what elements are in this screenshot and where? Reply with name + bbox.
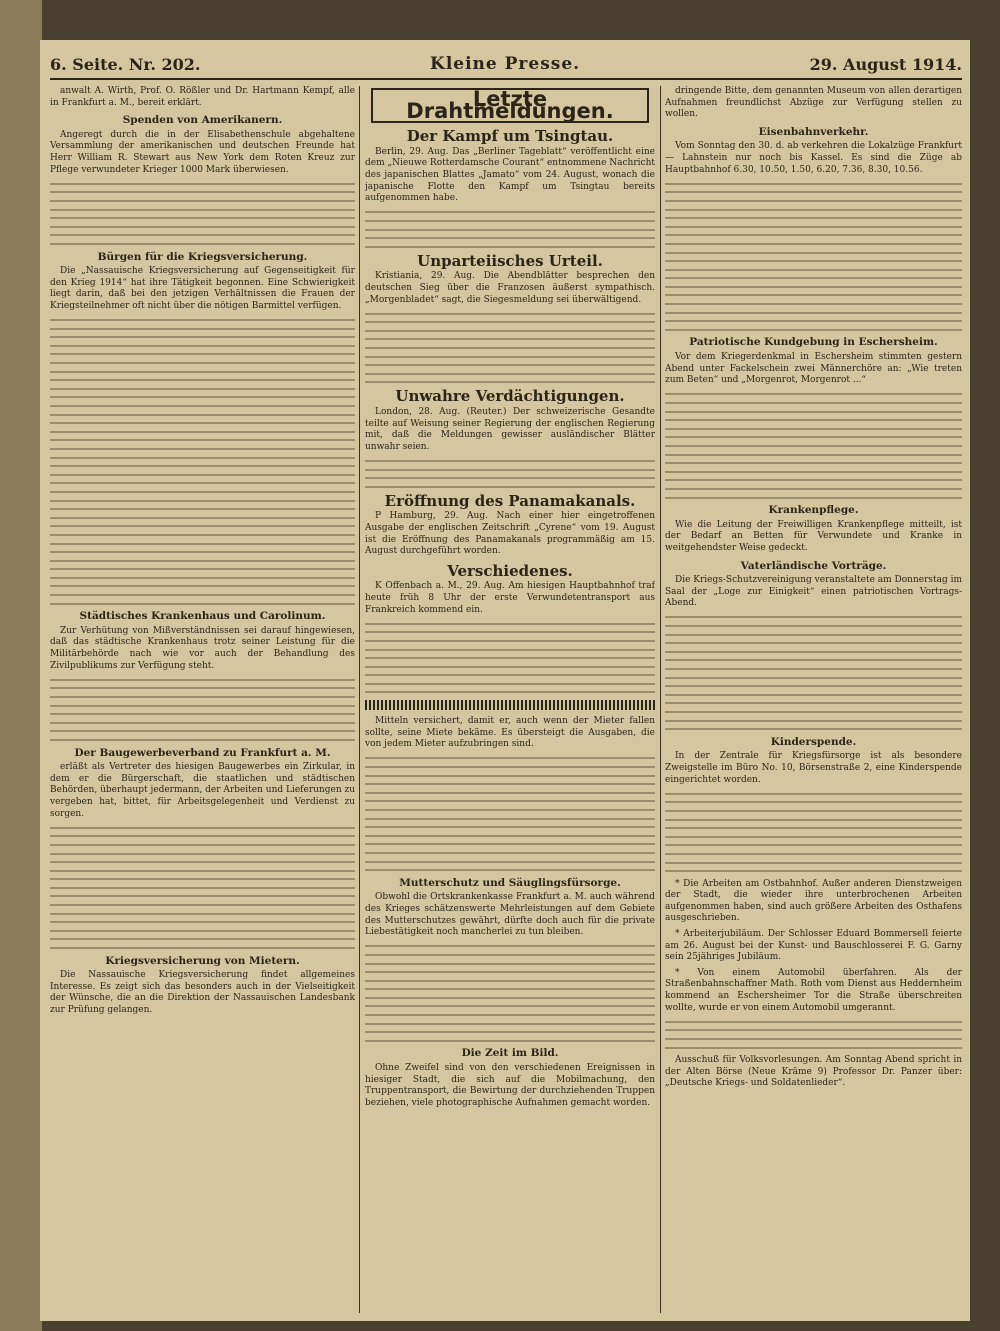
article-text: Mitteln versichert, damit er, auch wenn der Mieter fallen sollte, seine Miete bekäme. Es übersteigt die Ausgaben, die von jedem Mieter aufzubringen sind. <box>365 716 655 750</box>
article-text: Die Nassauische Kriegsversicherung findet allgemeines Interesse. Es zeigt sich das besonders auch in der Vielseitigkeit der Wünsche, die an die Direktion der Nassauischen Landesbank zur Prüfung gelangen. <box>50 970 355 1015</box>
page-number: 6. Seite. Nr. 202. <box>50 54 201 74</box>
text-lines <box>50 319 355 605</box>
article-text: Die Kriegs-Schutzvereinigung veranstaltete am Donnerstag im Saal der „Loge zur Einigkeit“ einen patriotischen Vortrags-Abend. <box>665 575 962 609</box>
text-lines <box>665 793 962 872</box>
article-heading: Verschiedenes. <box>447 561 573 580</box>
text-lines <box>665 1021 962 1049</box>
article-heading: Mutterschutz und Säuglingsfürsorge. <box>399 876 621 889</box>
column-rule <box>359 86 360 1313</box>
article-text: Ohne Zweifel sind von den verschiedenen Ereignissen in hiesiger Stadt, die sich auf die Mobilmachung, den Truppentransport, die Bewirtung der durchziehenden Truppen beziehen, viele photographische Aufnahmen gemacht worden. <box>365 1063 655 1108</box>
newspaper-page <box>40 40 970 1321</box>
text-lines <box>365 460 655 488</box>
article-heading: Patriotische Kundgebung in Eschersheim. <box>689 336 938 349</box>
text-lines <box>365 945 655 1042</box>
text-lines <box>665 393 962 498</box>
article-text: Wie die Leitung der Freiwilligen Krankenpflege mitteilt, ist der Bedarf an Betten für Verwundete und Kranke in weitgehendster Weise gedeckt. <box>665 519 962 553</box>
text-lines <box>365 211 655 247</box>
running-header <box>50 50 962 80</box>
article-text: * Die Arbeiten am Ostbahnhof. Außer anderen Dienstzweigen der Stadt, die wieder ihre unterbrochenen Arbeiten aufgenommen haben, sind auch größere Arbeiten des Osthafens ausgeschrieben. <box>665 878 962 924</box>
column-middle <box>365 86 655 1313</box>
text-lines <box>365 757 655 871</box>
text-lines <box>50 827 355 949</box>
article-text: Vom Sonntag den 30. d. ab verkehren die Lokalzüge Frankfurt — Lahnstein nur noch bis Kassel. Es sind die Züge ab Hauptbahnhof 6.30, 10.50, 1.50, 6.20, 7.36, 8.30, 10.56. <box>665 141 962 175</box>
article-text: Vor dem Kriegerdenkmal in Eschersheim stimmten gestern Abend unter Fackelschein zwei Männerchöre an: „Wie treten zum Beten“ und „Morgenrot, Morgenrot ...“ <box>665 352 962 386</box>
article-text: K Offenbach a. M., 29. Aug. Am hiesigen Hauptbahnhof traf heute früh 8 Uhr der erste Verwundetentransport aus Frankreich kommend ein. <box>365 581 655 615</box>
article-text: Angeregt durch die in der Elisabethenschule abgehaltene Versammlung der amerikanischen und deutschen Freunde hat Herr William R. Stewart aus New York dem Roten Kreuz zur Pflege verwundeter Krieger 1000 Mark überwiesen. <box>50 129 355 175</box>
binding-shadow <box>0 0 42 1331</box>
text-lines <box>365 623 655 694</box>
article-text: Kristiania, 29. Aug. Die Abendblätter besprechen den deutschen Sieg über die Franzosen äußerst sympathisch. „Morgenbladet“ sagt, die Siegesmeldung sei überwältigend. <box>365 271 655 305</box>
column-right <box>665 86 962 1313</box>
article-heading: Der Kampf um Tsingtau. <box>406 127 614 146</box>
article-text: * Von einem Automobil überfahren. Als der Straßenbahnschaffner Math. Roth vom Dienst aus Heddernheim kommend an Eschersheimer Tor die Straße überschreiten wollte, wurde er von einem Automobil umgerannt. <box>665 967 962 1013</box>
text-lines <box>50 183 355 245</box>
article-text: anwalt A. Wirth, Prof. O. Rößler und Dr. Hartmann Kempf, alle in Frankfurt a. M., bereit erklärt. <box>50 86 355 108</box>
text-lines <box>365 313 655 384</box>
article-heading: Eisenbahnverkehr. <box>758 125 869 138</box>
article-heading: Vaterländische Vorträge. <box>740 559 887 572</box>
masthead-title: Kleine Presse. <box>430 54 581 74</box>
article-text: Obwohl die Ortskrankenkasse Frankfurt a. M. auch während des Krieges schätzenswerte Mehrleistungen auf dem Gebiete des Mutterschutzes gewährt, dürfte doch auch für die private Liebestätigkeit noch mancherlei zu tun bleiben. <box>365 892 655 938</box>
article-text: dringende Bitte, dem genannten Museum von allen derartigen Aufnahmen freundlichst Abzüge zur Verfügung stellen zu wollen. <box>665 86 962 120</box>
text-lines <box>665 183 962 331</box>
article-heading: Unparteiisches Urteil. <box>417 251 603 270</box>
article-text: erläßt als Vertreter des hiesigen Baugewerbes ein Zirkular, in dem er die Bürgerschaft, die staatlichen und städtischen Behörden, überhaupt jedermann, der Arbeiten und Lieferungen zu vergeben hat, bittet, für Arbeitsgelegenheit und Verdienst zu sorgen. <box>50 762 355 819</box>
article-text: London, 28. Aug. (Reuter.) Der schweizerische Gesandte teilte auf Weisung seiner Regierung der englischen Regierung mit, daß die Meldungen gewisser ausländischer Blätter unwahr seien. <box>365 407 655 452</box>
article-heading: Unwahre Verdächtigungen. <box>395 387 625 406</box>
article-heading: Kinderspende. <box>770 735 857 748</box>
article-heading: Krankenpflege. <box>768 504 859 517</box>
section-banner: Letzte Drahtmeldungen. <box>371 88 649 123</box>
article-text: P Hamburg, 29. Aug. Nach einer hier eingetroffenen Ausgabe der englischen Zeitschrift „Cyrene“ vom 19. August ist die Eröffnung des Panamakanals programmäßig am 15. August durchgeführt worden. <box>365 511 655 557</box>
text-lines <box>665 616 962 730</box>
article-text: Die „Nassauische Kriegsversicherung auf Gegenseitigkeit für den Krieg 1914“ hat ihre Tätigkeit begonnen. Eine Schwierigkeit liegt darin, daß bei den jetzigen Verhältnissen die Frauen der Kriegsteilnehmer oft nicht über die nötigen Barmittel verfügen. <box>50 266 355 311</box>
article-heading: Städtisches Krankenhaus und Carolinum. <box>79 610 326 623</box>
article-heading: Kriegsversicherung von Mietern. <box>105 954 300 967</box>
article-heading: Eröffnung des Panamakanals. <box>384 491 636 510</box>
article-text: In der Zentrale für Kriegsfürsorge ist als besondere Zweigstelle im Büro No. 10, Börsenstraße 2, eine Kinderspende eingerichtet worden. <box>665 751 962 785</box>
article-heading: Die Zeit im Bild. <box>461 1047 559 1060</box>
article-heading: Spenden von Amerikanern. <box>122 114 283 127</box>
article-text: Berlin, 29. Aug. Das „Berliner Tageblatt“ veröffentlicht eine dem „Nieuwe Rotterdamsche Courant“ entnommene Nachricht des japanischen Blattes „Jamato“ vom 24. August, wonach die japanische Flotte den Kampf um Tsingtau bereits aufgenommen habe. <box>365 146 655 204</box>
article-heading: Der Baugewerbeverband zu Frankfurt a. M. <box>74 746 331 759</box>
article-text: * Arbeiterjubiläum. Der Schlosser Eduard Bommersell feierte am 26. August bei der Kunst- und Bauschlosserei F. G. Garny sein 25jähriges Jubiläum. <box>665 929 962 963</box>
article-text: Zur Verhütung von Mißverständnissen sei darauf hingewiesen, daß das städtische Krankenhaus trotz seiner Leistung für die Militärbehörde nach wie vor auch der Behandlung des Zivilpublikums zur Verfügung steht. <box>50 625 355 671</box>
issue-date: 29. August 1914. <box>809 54 962 74</box>
column-left <box>50 86 355 1313</box>
text-lines <box>50 679 355 741</box>
article-text: Ausschuß für Volksvorlesungen. Am Sonntag Abend spricht in der Alten Börse (Neue Kräme 9) Professor Dr. Panzer über: „Deutsche Kriegs- und Soldatenlieder“. <box>665 1055 962 1089</box>
column-rule <box>660 86 661 1313</box>
article-heading: Bürgen für die Kriegsversicherung. <box>97 250 308 263</box>
section-divider <box>365 700 655 710</box>
